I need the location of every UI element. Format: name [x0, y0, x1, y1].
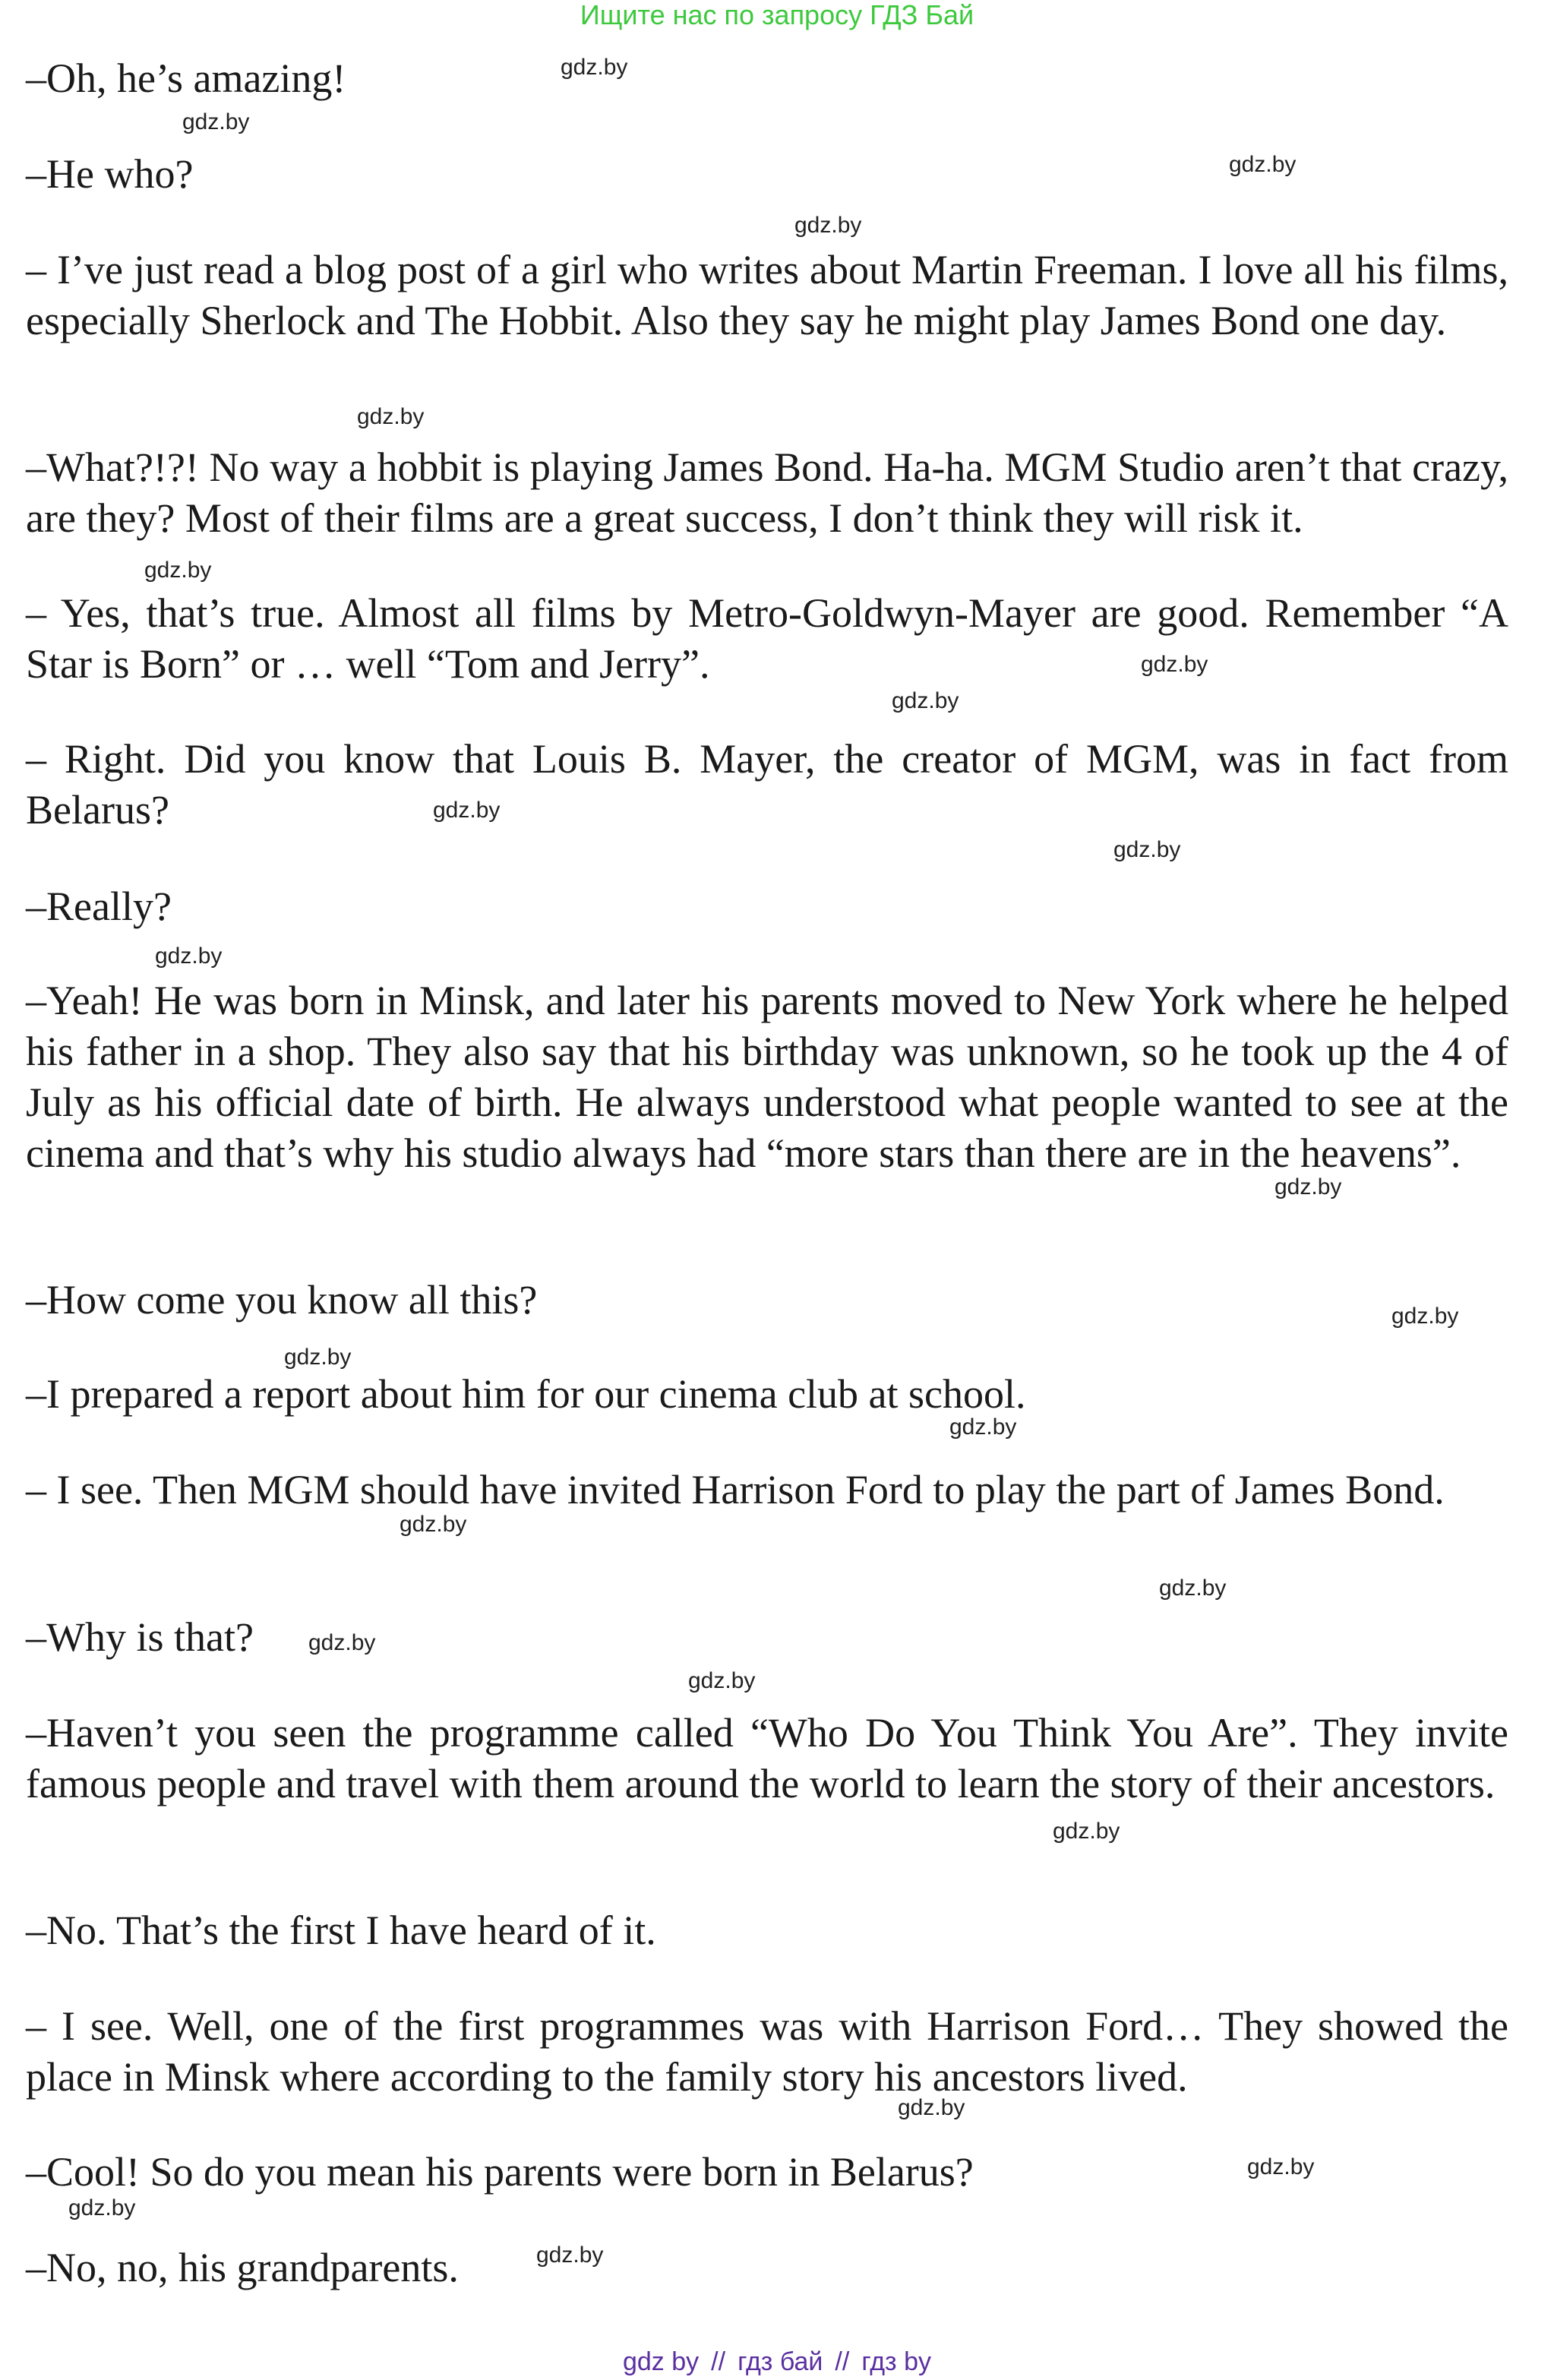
watermark: gdz.by: [688, 1668, 756, 1693]
dialogue-line-13: –Haven’t you seen the programme called “Who Do You Think You Are”. They invite famous people and travel with them around the world to learn the story of their ancestors.: [26, 1710, 1508, 1806]
watermark: gdz.by: [284, 1345, 352, 1370]
watermark: gdz.by: [898, 2095, 965, 2120]
footer-link-gdz-by[interactable]: gdz by: [622, 2347, 700, 2376]
dialogue-line-2: –He who?: [26, 151, 194, 197]
watermark: gdz.by: [68, 2195, 136, 2220]
footer-link-gdz-by-cyr[interactable]: гдз by: [861, 2347, 931, 2376]
dialogue-line-6: – Right. Did you know that Louis B. Mayer, the creator of MGM, was in fact from Belarus?: [26, 736, 1508, 833]
footer-links: [0, 2347, 1554, 2376]
footer-link-gdz-bai[interactable]: гдз бай: [738, 2347, 823, 2376]
dialogue-line-11: – I see. Then MGM should have invited Harrison Ford to play the part of James Bond.: [26, 1467, 1445, 1512]
dialogue-line-12: –Why is that?: [26, 1614, 254, 1660]
dialogue-line-8: –Yeah! He was born in Minsk, and later his parents moved to New York where he helped his father in a shop. They also say that his birthday was unknown, so he took up the 4 of July as his official date of birth. He always understood what people wanted to see at the cinema and that’s why his studio always had “more stars than there are in the heavens”.: [26, 978, 1508, 1176]
watermark: gdz.by: [1141, 652, 1208, 677]
watermark: gdz.by: [357, 404, 425, 429]
watermark: gdz.by: [949, 1414, 1017, 1440]
watermark: gdz.by: [1274, 1174, 1342, 1199]
dialogue-line-14: –No. That’s the first I have heard of it.: [26, 1907, 656, 1953]
watermark: gdz.by: [561, 55, 628, 80]
dialogue-line-16: –Cool! So do you mean his parents were born in Belarus?: [26, 2149, 974, 2195]
watermark: gdz.by: [1247, 2154, 1315, 2179]
watermark: gdz.by: [155, 943, 223, 969]
watermark: gdz.by: [1113, 837, 1181, 862]
watermark: gdz.by: [182, 109, 250, 134]
dialogue-line-1: –Oh, he’s amazing!: [26, 55, 346, 101]
watermark: gdz.by: [400, 1512, 467, 1537]
dialogue-line-9: –How come you know all this?: [26, 1277, 538, 1323]
watermark: gdz.by: [1229, 152, 1297, 177]
watermark: gdz.by: [1053, 1819, 1120, 1844]
dialogue-line-10: –I prepared a report about him for our cinema club at school.: [26, 1371, 1026, 1417]
watermark: gdz.by: [536, 2243, 604, 2268]
watermark: gdz.by: [1391, 1304, 1459, 1329]
footer-separator: //: [835, 2347, 850, 2376]
dialogue-line-3: – I’ve just read a blog post of a girl who writes about Martin Freeman. I love all his films, especially Sherlock and The Hobbit. Also they say he might play James Bond one day.: [26, 247, 1508, 343]
watermark: gdz.by: [892, 688, 959, 713]
watermark: gdz.by: [433, 798, 501, 823]
watermark: gdz.by: [1159, 1576, 1227, 1601]
footer-separator: //: [711, 2347, 726, 2376]
watermark: gdz.by: [308, 1630, 376, 1655]
dialogue-line-4: –What?!?! No way a hobbit is playing James Bond. Ha-ha. MGM Studio aren’t that crazy, are they? Most of their films are a great success, I don’t think they will risk it.: [26, 444, 1508, 541]
top-banner[interactable]: Ищите нас по запросу ГДЗ Бай: [580, 0, 974, 30]
watermark: gdz.by: [794, 213, 862, 238]
dialogue-line-5: – Yes, that’s true. Almost all films by Metro-Goldwyn-Mayer are good. Remember “A Star is Born” or … well “Tom and Jerry”.: [26, 590, 1508, 687]
dialogue-line-7: –Really?: [26, 883, 172, 929]
dialogue-line-15: – I see. Well, one of the first programmes was with Harrison Ford… They showed the place in Minsk where according to the family story his ancestors lived.: [26, 2003, 1508, 2100]
dialogue-line-17: –No, no, his grandparents.: [26, 2245, 459, 2290]
watermark: gdz.by: [144, 558, 212, 583]
